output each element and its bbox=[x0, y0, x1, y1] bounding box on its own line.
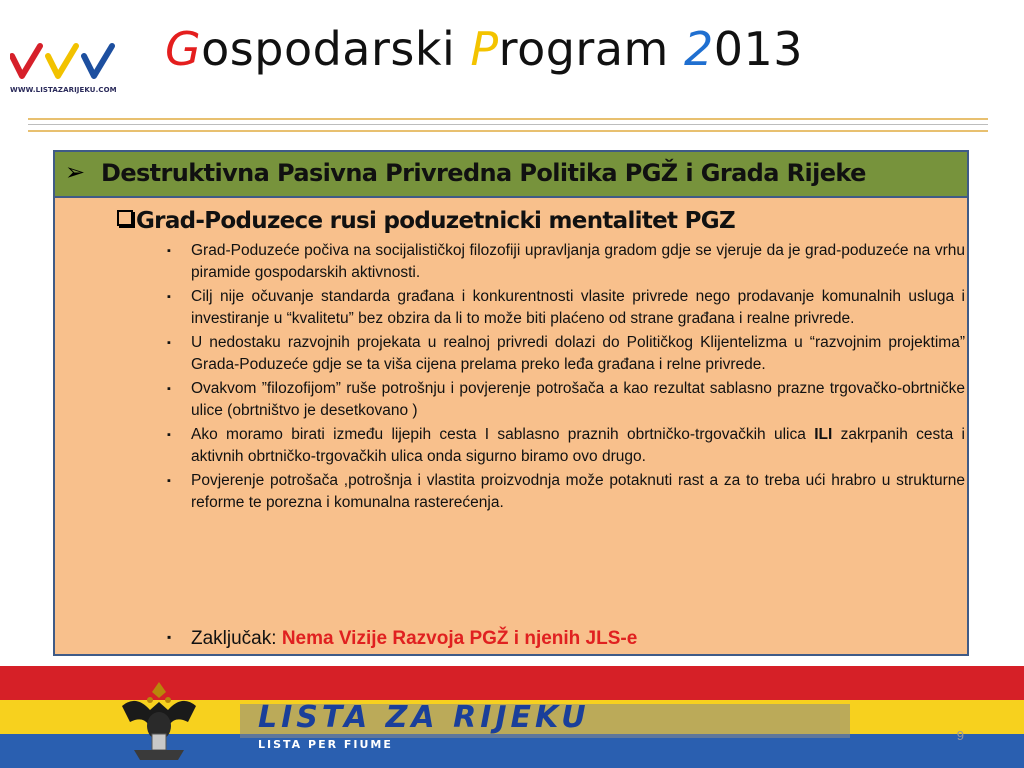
subheading-text: Grad-Poduzece rusi poduzetnicki mentalitet PGZ bbox=[136, 208, 735, 234]
bullet-text: Ako moramo birati između lijepih cesta I sablasno praznih obrtničko-trgovačkih ulica bbox=[191, 426, 815, 443]
conclusion-label: Zaključak: bbox=[191, 628, 282, 649]
content-box bbox=[53, 150, 969, 656]
bullet-text: Povjerenje potrošača ,potrošnja i vlastita proizvodnja može potaknuti rast a za to treba ući hrabro u strukturne reforme te porezna i komunalna rasterećenja. bbox=[191, 472, 965, 511]
list-item bbox=[165, 286, 965, 330]
bullet-text: U nedostaku razvojnih projekata u realnoj privredi dolazi do Političkog Klijentelizma u “razvojnim projektima” Grada-Poduzeće gdje se ta viša cijena prelama preko leđa građana i relne privrede. bbox=[191, 334, 965, 373]
subheading bbox=[117, 208, 735, 234]
arrow-bullet-icon: ➢ bbox=[65, 159, 86, 186]
conclusion-text: Nema Vizije Razvoja PGŽ i njenih JLS-e bbox=[281, 628, 638, 649]
square-bullet-icon: ▪ bbox=[167, 630, 172, 644]
divider-line bbox=[28, 130, 988, 132]
page-number: 9 bbox=[956, 728, 964, 743]
page-title bbox=[165, 22, 803, 76]
conclusion bbox=[165, 628, 637, 650]
section-heading-bar bbox=[55, 152, 967, 198]
banner-title: LISTA ZA RIJEKU bbox=[258, 700, 590, 735]
list-item bbox=[165, 240, 965, 284]
title-part: 2 bbox=[683, 22, 714, 76]
bullet-text: Ovakvom ”filozofijom” ruše potrošnju i povjerenje potrošača a kao rezultat sablasno prazne trgovačko-obrtničke ulice (obrtništvo je desetkovano ) bbox=[191, 380, 965, 419]
list-item bbox=[165, 470, 965, 514]
bullet-text: Grad-Poduzeće počiva na socijalističkoj filozofiji upravljanja gradom gdje se vjeruje da je grad-poduzeće na vrhu piramide gospodarskih aktivnosti. bbox=[191, 242, 965, 281]
square-bullet-icon: ▪ bbox=[167, 291, 171, 303]
square-bullet-icon: ▪ bbox=[167, 245, 171, 257]
list-item bbox=[165, 378, 965, 422]
section-heading: Destruktivna Pasivna Privredna Politika PGŽ i Grada Rijeke bbox=[101, 159, 866, 187]
title-part: rogram bbox=[498, 22, 684, 76]
footer-banner bbox=[0, 666, 1024, 768]
title-part: 013 bbox=[713, 22, 804, 76]
bullet-list bbox=[165, 240, 965, 516]
title-part: G bbox=[165, 22, 202, 76]
square-bullet-icon: ▪ bbox=[167, 337, 171, 349]
banner-subtitle: LISTA PER FIUME bbox=[258, 738, 393, 751]
checkbox-bullet-icon bbox=[117, 210, 133, 226]
divider-line bbox=[28, 124, 988, 125]
title-part: ospodarski bbox=[201, 22, 471, 76]
bullet-text: zakrpanih cesta i aktivnih obrtničko-trgovačkih ulica onda sigurno biramo ovo drugo. bbox=[191, 426, 966, 465]
logo-url: WWW.LISTAZARIJEKU.COM bbox=[10, 86, 117, 94]
bullet-emphasis: ILI bbox=[814, 426, 833, 443]
list-item bbox=[165, 424, 965, 468]
list-item bbox=[165, 332, 965, 376]
square-bullet-icon: ▪ bbox=[167, 475, 171, 487]
square-bullet-icon: ▪ bbox=[167, 383, 171, 395]
logo[interactable] bbox=[10, 42, 140, 98]
title-part: P bbox=[470, 22, 499, 76]
bullet-text: Cilj nije očuvanje standarda građana i konkurentnosti vlasite privrede nego prodavanje komunalnih usluga i investiranje u “kvalitetu” bez obzira da li to može biti plaćeno od strane građana i realne privrede. bbox=[191, 288, 965, 327]
divider-line bbox=[28, 118, 988, 120]
square-bullet-icon: ▪ bbox=[167, 429, 171, 441]
checkmarks-logo-icon bbox=[10, 42, 140, 86]
rijeka-crest-icon bbox=[114, 676, 204, 764]
